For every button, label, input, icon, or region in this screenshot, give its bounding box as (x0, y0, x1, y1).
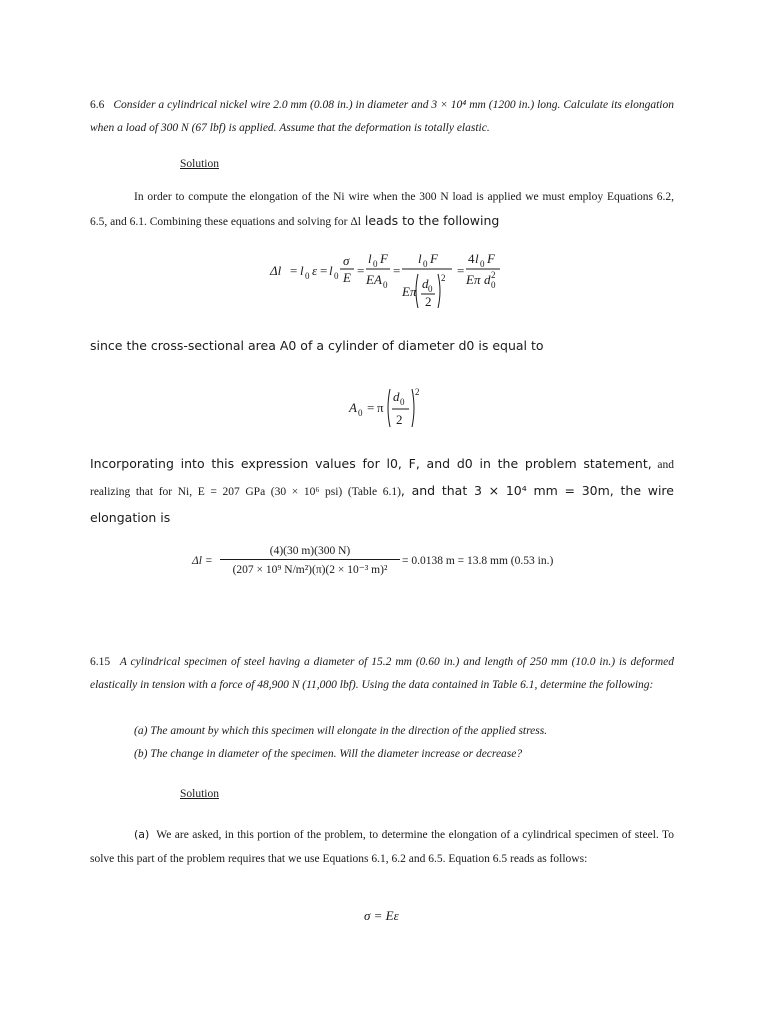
eq3-result: = 0.0138 m = 13.8 mm (0.53 in.) (402, 555, 554, 567)
eq-right-paren (412, 389, 414, 427)
eq-subscript: 0 (334, 271, 339, 281)
solution-paragraph-a (90, 823, 674, 871)
problem-6-15-statement (90, 651, 674, 697)
eq-two: 2 (396, 412, 403, 427)
eq-equals: = (393, 263, 401, 278)
eq-subscript: 0 (373, 259, 378, 269)
eq3-denominator: (207 × 10⁹ N/m²)(π)(2 × 10⁻³ m)² (220, 559, 400, 576)
eq-force: F (430, 251, 438, 266)
incorporating-sans: Incorporating into this expression values for l0, F, and d0 in the problem statement, (90, 456, 652, 471)
eq-delta-l: Δl (270, 263, 282, 278)
eq-equals: = (320, 263, 328, 278)
eq3-fraction (220, 545, 400, 576)
problem-text: Consider a cylindrical nickel wire 2.0 mm (0.08 in.) in diameter and 3 × 10⁴ mm (1200 in.) long. Calculate its elongation when a load of 300 N (67 lbf) is applied. Assume that the deformation is totally elastic. (90, 99, 674, 134)
eq-superscript: 2 (415, 387, 420, 397)
eq-right-paren (438, 274, 440, 308)
eq-d: d (393, 389, 400, 404)
solution-heading: Solution (180, 788, 219, 800)
part-a-question: (a) The amount by which this specimen will elongate in the direction of the applied stress. (134, 725, 548, 737)
problem-number: 6.6 (90, 99, 105, 111)
eq-subscript: 0 (491, 280, 496, 290)
eq-equals: = (357, 263, 365, 278)
equation-elongation-result (192, 545, 592, 591)
eq-modulus: E (366, 272, 374, 287)
eq-superscript: 2 (441, 273, 446, 283)
eq3-numerator: (4)(30 m)(300 N) (269, 545, 351, 557)
problem-6-6-statement (90, 94, 674, 140)
eq-l: l (475, 251, 479, 266)
eq-superscript: 2 (491, 270, 496, 280)
incorporating-serif: and realizing that for Ni, E = 207 GPa (30 × 10⁶ psi) (Table 6.1) (90, 459, 675, 498)
eq-four: 4 (468, 251, 475, 266)
eq-subscript: 0 (423, 259, 428, 269)
eq-pi: π (377, 400, 384, 415)
eq-l: l (368, 251, 372, 266)
eq-e-pi: Eπ (466, 272, 481, 287)
eq3-lhs: Δl = (192, 555, 213, 567)
eq-subscript: 0 (400, 397, 405, 407)
eq-area: A (349, 400, 357, 415)
eq-area: A (374, 272, 382, 287)
equation-elongation (262, 244, 522, 316)
part-a-text: We are asked, in this portion of the problem, to determine the elongation of a cylindrical specimen of steel. To solve this part of the problem requires that we use Equations 6.1, 6.2 and 6.5. Equation 6.5 reads as follows: (90, 829, 674, 865)
problem-number: 6.15 (90, 656, 111, 668)
eq-d: d (484, 272, 491, 287)
paragraph-sans-text: leads to the following (360, 213, 500, 228)
incorporating-paragraph (90, 451, 674, 532)
eq-epsilon: ε (312, 263, 318, 278)
eq-subscript: 0 (305, 271, 310, 281)
eq-subscript: 0 (428, 284, 433, 294)
incorporating-tail: , and that 3 × 10⁴ mm = 30m, the wire elongation is (90, 483, 674, 525)
eq-force: F (487, 251, 495, 266)
part-b-question: (b) The change in diameter of the specimen. Will the diameter increase or decrease? (134, 748, 523, 760)
solution-paragraph-1 (90, 186, 674, 234)
eq-two: 2 (425, 294, 432, 309)
eq-d: d (422, 276, 429, 291)
paragraph-serif-text: In order to compute the elongation of the Ni wire when the 300 N load is applied we must employ Equations 6.2, 6.5, and 6.1. Combining these equations and solving for Δl (90, 191, 674, 228)
eq-modulus: E (343, 270, 351, 285)
eq-subscript: 0 (358, 408, 363, 418)
solution-heading: Solution (180, 158, 219, 170)
problem-text: A cylindrical specimen of steel having a diameter of 15.2 mm (0.60 in.) and length of 250 mm (10.0 in.) is deformed elastically in tension with a force of 48,900 N (11,000 lbf). Using the data contained in Table 6.1, determine the following: (90, 656, 674, 691)
eq-equals: = (367, 400, 375, 415)
eq-e-pi: Eπ (402, 284, 417, 299)
eq-l: l (418, 251, 422, 266)
eq-subscript: 0 (383, 280, 388, 290)
since-text: since the cross-sectional area A0 of a cylinder of diameter d0 is equal to (90, 338, 544, 353)
eq-equals: = (290, 263, 298, 278)
eq-sigma: σ (343, 253, 350, 268)
eq-left-paren (388, 389, 390, 427)
part-label: (a) (134, 828, 150, 841)
eq-left-paren (416, 274, 418, 308)
eq-force: F (380, 251, 388, 266)
equation-stress-strain: σ = Eε (364, 908, 399, 923)
eq-equals: = (457, 263, 465, 278)
eq-l: l (300, 263, 304, 278)
eq-subscript: 0 (480, 259, 485, 269)
eq-l: l (329, 263, 333, 278)
equation-area (345, 383, 435, 429)
